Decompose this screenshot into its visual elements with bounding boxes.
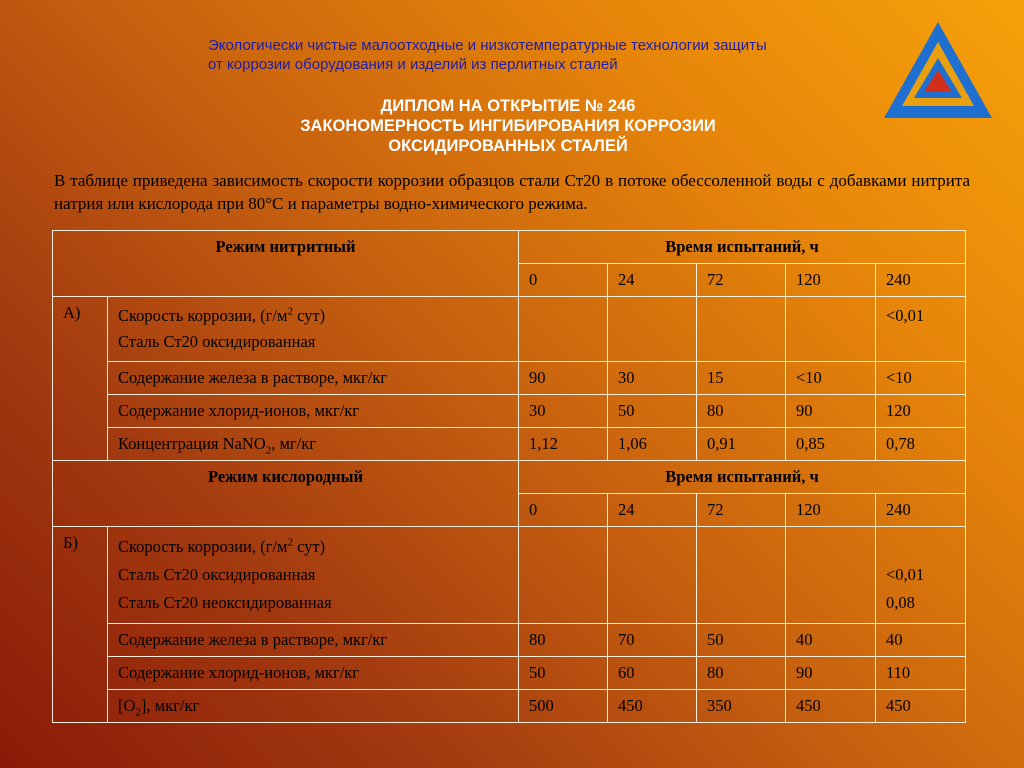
time-cell: 0 bbox=[519, 264, 608, 297]
value-cell: 15 bbox=[697, 362, 786, 395]
triangle-logo-icon bbox=[882, 20, 994, 120]
value-cell: 60 bbox=[608, 657, 697, 690]
value-cell bbox=[608, 297, 697, 362]
time-cell: 240 bbox=[876, 494, 966, 527]
value-cell: 110 bbox=[876, 657, 966, 690]
subtitle bbox=[208, 36, 858, 74]
value-cell: <0,01 bbox=[876, 297, 966, 362]
table-row bbox=[53, 690, 966, 723]
regime-header-oxygen: Режим кислородный bbox=[53, 461, 519, 527]
value-cell bbox=[519, 297, 608, 362]
subtitle-line-2: от коррозии оборудования и изделий из перлитных сталей bbox=[208, 56, 618, 73]
row-label: Содержание хлорид-ионов, мкг/кг bbox=[108, 657, 519, 690]
value-cell bbox=[608, 527, 697, 624]
table-row bbox=[53, 657, 966, 690]
page-heading bbox=[200, 96, 816, 156]
value-cell bbox=[519, 527, 608, 624]
value-cell: 80 bbox=[697, 657, 786, 690]
value-cell: 500 bbox=[519, 690, 608, 723]
value-cell: 90 bbox=[519, 362, 608, 395]
time-cell: 24 bbox=[608, 264, 697, 297]
row-label: Содержание хлорид-ионов, мкг/кг bbox=[108, 395, 519, 428]
value-cell: 30 bbox=[519, 395, 608, 428]
value-cell: 50 bbox=[697, 624, 786, 657]
table-row bbox=[53, 624, 966, 657]
table-row bbox=[53, 428, 966, 461]
value-cell: 1,12 bbox=[519, 428, 608, 461]
time-cell: 120 bbox=[786, 494, 876, 527]
row-label: Концентрация NaNO$_2$, мг/кг bbox=[108, 428, 519, 461]
value-cell: 70 bbox=[608, 624, 697, 657]
value-cell: 350 bbox=[697, 690, 786, 723]
value-cell: 90 bbox=[786, 657, 876, 690]
time-cell: 240 bbox=[876, 264, 966, 297]
time-cell: 72 bbox=[697, 264, 786, 297]
heading-line-2: ЗАКОНОМЕРНОСТЬ ИНГИБИРОВАНИЯ КОРРОЗИИ bbox=[300, 117, 716, 135]
row-label: Содержание железа в растворе, мкг/кг bbox=[108, 362, 519, 395]
table-row bbox=[53, 527, 966, 624]
section-label: А) bbox=[53, 297, 108, 461]
row-label: Содержание железа в растворе, мкг/кг bbox=[108, 624, 519, 657]
value-cell: 0,91 bbox=[697, 428, 786, 461]
value-cell: 40 bbox=[786, 624, 876, 657]
value-cell: 80 bbox=[519, 624, 608, 657]
value-cell: 40 bbox=[876, 624, 966, 657]
corrosion-table bbox=[52, 230, 966, 723]
value-cell: 30 bbox=[608, 362, 697, 395]
value-cell: 120 bbox=[876, 395, 966, 428]
value-cell: 0,78 bbox=[876, 428, 966, 461]
heading-line-1: ДИПЛОМ НА ОТКРЫТИЕ № 246 bbox=[380, 97, 636, 115]
time-cell: 0 bbox=[519, 494, 608, 527]
value-cell: <10 bbox=[876, 362, 966, 395]
value-cell: <10 bbox=[786, 362, 876, 395]
regime-header-nitrite: Режим нитритный bbox=[53, 231, 519, 297]
value-cell: 50 bbox=[608, 395, 697, 428]
value-cell: <0,01 0,08 bbox=[876, 527, 966, 624]
time-header: Время испытаний, ч bbox=[519, 231, 966, 264]
table-row bbox=[53, 461, 966, 494]
section-label: Б) bbox=[53, 527, 108, 723]
value-cell: 450 bbox=[876, 690, 966, 723]
intro-paragraph: В таблице приведена зависимость скорости коррозии образцов стали Ст20 в потоке обессоленной воды с добавками нитрита натрия или кислорода при 80°С и параметры водно-химического режима. bbox=[54, 171, 970, 213]
value-cell: 450 bbox=[786, 690, 876, 723]
row-label: Скорость коррозии, ($г/м^2$ сут) Сталь Ст20 оксидированная Сталь Ст20 неоксидированная bbox=[108, 527, 519, 624]
value-cell: 0,85 bbox=[786, 428, 876, 461]
value-cell: 450 bbox=[608, 690, 697, 723]
time-cell: 24 bbox=[608, 494, 697, 527]
time-header: Время испытаний, ч bbox=[519, 461, 966, 494]
subtitle-line-1: Экологически чистые малоотходные и низкотемпературные технологии защиты bbox=[208, 37, 767, 54]
time-cell: 72 bbox=[697, 494, 786, 527]
value-cell: 90 bbox=[786, 395, 876, 428]
value-cell bbox=[697, 297, 786, 362]
value-cell: 50 bbox=[519, 657, 608, 690]
table-row bbox=[53, 297, 966, 362]
table-row bbox=[53, 395, 966, 428]
table-row bbox=[53, 231, 966, 264]
time-cell: 120 bbox=[786, 264, 876, 297]
value-cell bbox=[786, 297, 876, 362]
value-cell: 80 bbox=[697, 395, 786, 428]
row-label: $[O_2]$, мкг/кг bbox=[108, 690, 519, 723]
heading-line-3: ОКСИДИРОВАННЫХ СТАЛЕЙ bbox=[388, 137, 628, 155]
value-cell bbox=[697, 527, 786, 624]
row-label: Скорость коррозии, ($г/м^2$ сут) Сталь Ст20 оксидированная bbox=[108, 297, 519, 362]
table-row bbox=[53, 362, 966, 395]
value-cell: 1,06 bbox=[608, 428, 697, 461]
value-cell bbox=[786, 527, 876, 624]
